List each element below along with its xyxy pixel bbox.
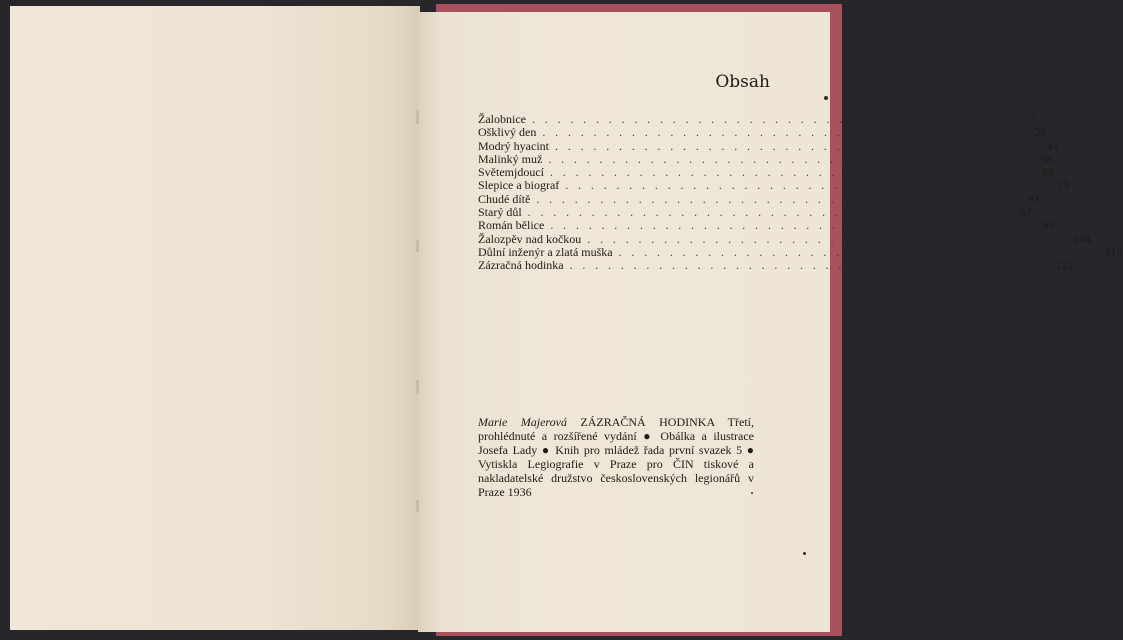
toc-entry-label: Zázračná hodinka [478, 258, 564, 273]
toc-dot-leader: . . . . . . . . . . . . . . . . . . . . . . . . . . . . . . . . . . . . . . [536, 191, 1017, 206]
toc-entry [478, 258, 1074, 273]
toc-entry [478, 125, 1047, 140]
toc-dot-leader: . . . . . . . . . . . . . . . . . . . . . . . . . . . . . . . . . . . . . . [565, 178, 1046, 193]
toc-entry-page: 81 [1028, 191, 1041, 206]
toc-entry-label: Slepice a biograf [478, 178, 560, 193]
colophon-author: Marie Majerová [478, 415, 567, 429]
toc-dot-leader: . . . . . . . . . . . . . . . . . . . . . . . . . . . . . . . . . . . . . . [555, 138, 1035, 153]
toc-entry-page: 41 [1047, 138, 1059, 153]
toc-entry-page: 122 [1055, 258, 1074, 273]
left-page-blank [10, 6, 420, 630]
toc-entry [478, 205, 1032, 220]
toc-entry-page: 87 [1019, 205, 1032, 220]
table-of-contents [478, 112, 1123, 273]
paper-speck [803, 552, 806, 555]
toc-entry-page: 29 [1034, 125, 1047, 140]
toc-entry-label: Román bělice [478, 218, 545, 233]
toc-dot-leader: . . . . . . . . . . . . . . . . . . . . . . . . . . . . . . . . . . . . . . [550, 165, 1030, 180]
toc-entry [478, 112, 1036, 126]
toc-entry-label: Důlní inženýr a zlatá muška [478, 244, 613, 259]
toc-dot-leader: . . . . . . . . . . . . . . . . . . . . . . . . . . . . . . . . . . . . . . [542, 125, 1023, 140]
colophon [478, 415, 754, 499]
toc-entry [478, 191, 1041, 206]
toc-entry-page: 113 [1105, 244, 1123, 259]
binding-stitch [416, 110, 419, 124]
toc-dot-leader: . . . . . . . . . . . . . . . . . . . . . . . . . . . . . . . . . . . . . . [618, 244, 1099, 259]
toc-dot-leader: . . . . . . . . . . . . . . . . . . . . . . . . . . . . . . . . . . . . . . [527, 205, 1008, 220]
toc-entry-page: 58 [1040, 151, 1053, 166]
toc-entry-page: 7 [1029, 112, 1036, 126]
toc-entry [478, 138, 1059, 153]
toc-entry-label: Ošklivý den [478, 125, 537, 140]
binding-stitch [416, 380, 419, 394]
toc-dot-leader: . . . . . . . . . . . . . . . . . . . . . . . . . . . . . . . . . . . . . . [531, 112, 1012, 126]
toc-entry [478, 218, 1055, 233]
toc-entry-label: Malinký muž [478, 151, 543, 166]
toc-entry [478, 151, 1053, 166]
right-page [418, 12, 830, 632]
toc-entry [478, 231, 1092, 246]
toc-entry-page: 95 [1042, 218, 1055, 233]
toc-entry [478, 244, 1123, 259]
paper-speck [824, 96, 828, 100]
toc-entry [478, 178, 1070, 193]
toc-dot-leader: . . . . . . . . . . . . . . . . . . . . . . . . . . . . . . . . . . . . . . [587, 231, 1068, 246]
colophon-text: ZÁZRAČNÁ HODINKA Třetí, prohlédnuté a rozšířené vydání ● Obálka a ilustrace Josefa Lady ● Knih pro mládež řada první svazek 5 ● Vytiskla Legiografie v Praze pro ČIN tiskové a nakladatelské družstvo československých legionářů v Praze 1936 [478, 415, 754, 499]
toc-entry-label: Žalobnice [478, 112, 526, 126]
binding-stitch [416, 500, 419, 512]
toc-title: Obsah [715, 72, 770, 92]
toc-dot-leader: . . . . . . . . . . . . . . . . . . . . . . . . . . . . . . . . . . . . . . [569, 258, 1050, 273]
toc-entry-label: Starý důl [478, 205, 522, 220]
toc-entry-label: Světemjdoucí [478, 165, 544, 180]
toc-entry-page: 75 [1057, 178, 1070, 193]
toc-entry-label: Chudé dítě [478, 191, 531, 206]
toc-entry [478, 165, 1054, 180]
toc-entry-page: 104 [1073, 231, 1092, 246]
toc-entry-label: Žalozpěv nad kočkou [478, 231, 582, 246]
toc-dot-leader: . . . . . . . . . . . . . . . . . . . . . . . . . . . . . . . . . . . . . . [550, 218, 1031, 233]
toc-entry-label: Modrý hyacint [478, 138, 549, 153]
toc-entry-page: 68 [1042, 165, 1054, 180]
toc-dot-leader: . . . . . . . . . . . . . . . . . . . . . . . . . . . . . . . . . . . . . . [548, 151, 1029, 166]
binding-stitch [416, 240, 419, 252]
